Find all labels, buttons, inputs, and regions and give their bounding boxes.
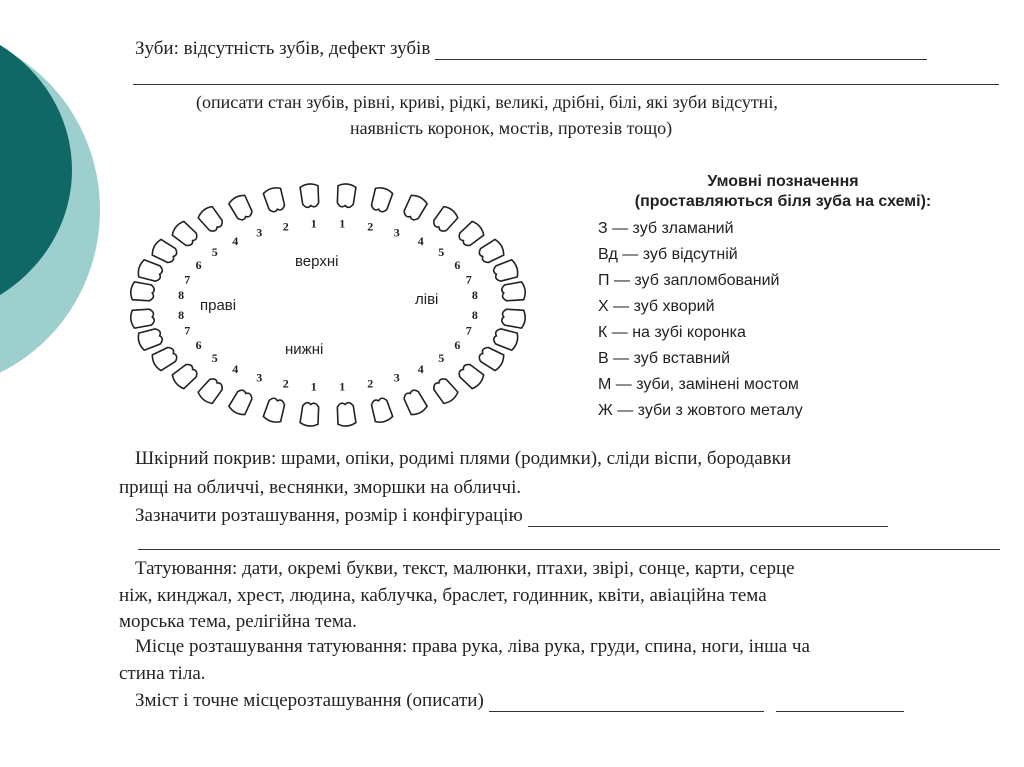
tooth-outline <box>501 282 526 303</box>
tooth-outline <box>370 397 394 424</box>
tooth-number: 2 <box>282 376 289 391</box>
skin-location-blank <box>528 512 888 527</box>
tooth-number: 8 <box>178 288 185 303</box>
tooth-outline <box>492 327 520 351</box>
legend-subtitle: (проставляються біля зуба на схемі): <box>634 193 932 210</box>
teeth-blank <box>435 45 927 60</box>
tooth-number: 2 <box>367 376 374 391</box>
tooth-outline <box>130 308 155 329</box>
tooth-outline <box>150 345 179 372</box>
lower-label: нижні <box>285 341 324 358</box>
skin-rule <box>138 549 1000 550</box>
legend-item: Вд — зуб відсутній <box>598 246 738 263</box>
tooth-outline <box>456 362 485 391</box>
tooth-outline <box>300 402 320 427</box>
tooth-outline <box>228 388 255 417</box>
dental-chart <box>118 180 538 430</box>
tattoo-line-3: морська тема, релігійна тема. <box>119 611 357 632</box>
tooth-outline <box>402 388 429 417</box>
tooth-number: 5 <box>438 350 445 365</box>
tattoo-content-blank <box>489 697 764 712</box>
tattoo-line-1: Татуювання: дати, окремі букви, текст, малюнки, птахи, звірі, сонце, карти, серце <box>135 558 795 579</box>
tooth-outline <box>477 238 506 265</box>
tooth-number: 2 <box>367 219 374 234</box>
tooth-outline <box>336 183 356 208</box>
tattoo-line-5: стина тіла. <box>119 663 206 684</box>
tooth-number: 7 <box>184 323 191 338</box>
tooth-outline <box>197 205 226 234</box>
legend-item: П — зуб запломбований <box>598 272 780 289</box>
tattoo-line-6 <box>135 690 1000 712</box>
legend-item: З — зуб зламаний <box>598 220 734 237</box>
tooth-outline <box>477 345 506 372</box>
tooth-number: 8 <box>471 288 478 303</box>
teeth-hint-1: (описати стан зубів, рівні, криві, рідкі, великі, дрібні, білі, які зуби відсутні, <box>196 92 778 112</box>
tooth-number: 3 <box>393 370 400 385</box>
teeth-rule <box>133 84 999 85</box>
tooth-number: 1 <box>339 216 346 231</box>
tattoo-content-blank <box>776 697 904 712</box>
legend-item: К — на зубі коронка <box>598 324 746 341</box>
teeth-label: Зуби: відсутність зубів, дефект зубів <box>135 38 431 59</box>
tooth-number: 1 <box>310 216 317 231</box>
tooth-outline <box>370 186 394 213</box>
tooth-outline <box>228 193 255 222</box>
tooth-number: 3 <box>256 370 263 385</box>
tooth-number: 1 <box>339 379 346 394</box>
tattoo-line-2: ніж, кинджал, хрест, людина, каблучка, браслет, годинник, квіти, авіаційна тема <box>119 585 767 606</box>
tooth-outline <box>431 205 460 234</box>
tooth-number: 5 <box>211 245 218 260</box>
tooth-number: 1 <box>310 379 317 394</box>
tooth-number: 4 <box>417 234 424 249</box>
tooth-outline <box>402 193 429 222</box>
tooth-number: 3 <box>393 225 400 240</box>
tooth-number: 4 <box>232 234 239 249</box>
right-label: праві <box>200 297 237 314</box>
tooth-number: 5 <box>438 245 445 260</box>
tooth-number: 5 <box>211 350 218 365</box>
tooth-number: 7 <box>465 272 472 287</box>
upper-label: верхні <box>295 253 339 270</box>
skin-line-3 <box>135 505 1000 527</box>
legend-item: В — зуб вставний <box>598 350 731 367</box>
tooth-outline <box>336 402 356 427</box>
tooth-number: 8 <box>178 307 185 322</box>
tooth-outline <box>130 282 155 303</box>
tooth-outline <box>501 308 526 329</box>
teeth-hint-2: наявність коронок, мостів, протезів тощо) <box>350 118 673 138</box>
legend <box>588 172 978 424</box>
tooth-outline <box>456 220 485 249</box>
left-label: ліві <box>415 291 439 308</box>
tooth-number: 6 <box>195 258 202 273</box>
tooth-outline <box>150 238 179 265</box>
tooth-outline <box>431 376 460 405</box>
tooth-number: 4 <box>417 361 424 376</box>
skin-line-1: Шкірний покрив: шрами, опіки, родимі плями (родимки), сліди віспи, бородавки <box>135 448 792 469</box>
legend-title: Умовні позначення <box>707 173 859 190</box>
tooth-number: 6 <box>454 337 461 352</box>
tooth-outline <box>197 376 226 405</box>
legend-item: Х — зуб хворий <box>598 298 715 315</box>
tattoo-content-label: Зміст і точне місцерозташування (описати) <box>135 690 484 711</box>
tooth-outline <box>300 183 320 208</box>
tooth-outline <box>263 397 287 424</box>
tooth-outline <box>170 220 199 249</box>
tooth-outline <box>263 186 287 213</box>
tooth-outline <box>136 259 164 283</box>
tooth-number: 8 <box>471 307 478 322</box>
tooth-number: 3 <box>256 225 263 240</box>
skin-location-label: Зазначити розташування, розмір і конфігурацію <box>135 505 523 526</box>
tooth-number: 7 <box>184 272 191 287</box>
tattoo-line-4: Місце розташування татуювання: права рука, ліва рука, груди, спина, ноги, інша ча <box>135 636 810 657</box>
teeth-line <box>135 38 1000 60</box>
tooth-outline <box>492 259 520 283</box>
tooth-number: 4 <box>232 361 239 376</box>
tooth-number: 7 <box>465 323 472 338</box>
tooth-outline <box>136 327 164 351</box>
tooth-outline <box>170 362 199 391</box>
tooth-number: 2 <box>282 219 289 234</box>
tooth-number: 6 <box>195 337 202 352</box>
tooth-number: 6 <box>454 258 461 273</box>
legend-item: Ж — зуби з жовтого металу <box>598 402 803 419</box>
legend-item: М — зуби, замінені мостом <box>598 376 799 393</box>
skin-line-2: прищі на обличчі, веснянки, зморшки на обличчі. <box>119 477 522 498</box>
